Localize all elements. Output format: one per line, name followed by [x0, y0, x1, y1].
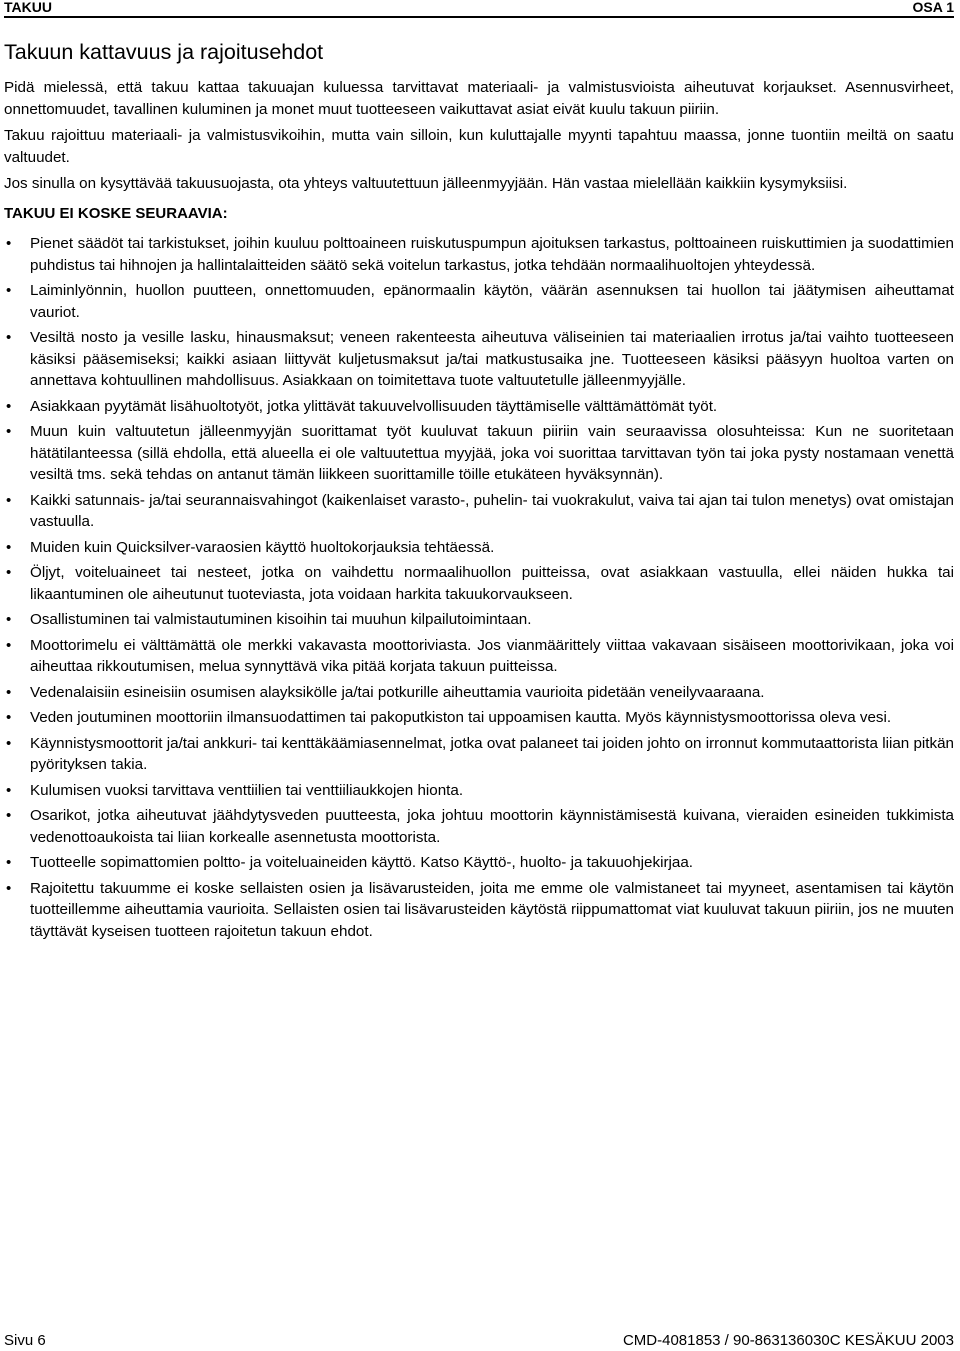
list-item — [4, 490, 954, 533]
page-footer — [4, 1332, 954, 1351]
list-item — [4, 733, 954, 776]
page-title: Takuun kattavuus ja rajoitusehdot — [4, 40, 324, 64]
list-item — [4, 805, 954, 848]
list-item — [4, 682, 954, 704]
list-item — [4, 635, 954, 678]
list-item — [4, 396, 954, 418]
list-item-text: Pienet säädöt tai tarkistukset, joihin kuuluu polttoaineen ruiskutuspumpun ajoituksen tarkastus, polttoaineen ruiskuttimien ja suodattimien puhdistus tai hihnojen ja hallintalaitteiden säätö sekä voitelun tarkastus, jotka tehdään normaalihuoltojen yhteydessä. — [30, 235, 954, 274]
list-item-text: Osarikot, jotka aiheutuvat jäähdytysveden puutteesta, joka johtuu moottorin käynnistämisestä kuivana, vieraiden esineiden tukkimista vedenottoaukoista tai liian korkealle asennetusta moottorista. — [30, 807, 954, 846]
bullet-icon: • — [6, 235, 12, 252]
list-item — [4, 852, 954, 874]
list-item-text: Muun kuin valtuutetun jälleenmyyjän suorittamat työt kuuluvat takuun piiriin vain seuraavissa olosuhteissa: Kun ne suoritetaan hätätilanteessa (sillä ehdolla, että alueella ei ole valtuutettua myyjää, joka voi suorittaa tarvittavan työn tai joka pysty nostamaan venettä vesiltä tms. sekä tehdas on antanut tämän liikkeen suorittamille töille etukäteen hyväksynnän). — [30, 423, 954, 483]
list-item-text: Muiden kuin Quicksilver-varaosien käyttö huoltokorjauksia tehtäessä. — [30, 538, 495, 556]
list-item-text: Vedenalaisiin esineisiin osumisen alayksikölle ja/tai potkurille aiheuttamia vaurioita pidetään veneilyvaaraana. — [30, 683, 765, 701]
page-header — [4, 0, 954, 18]
list-item — [4, 707, 954, 729]
bullet-icon: • — [6, 879, 12, 897]
header-section-label: TAKUU — [4, 0, 52, 15]
page-number: Sivu 6 — [4, 1332, 46, 1349]
bullet-icon: • — [6, 781, 12, 799]
list-item-text: Asiakkaan pyytämät lisähuoltotyöt, jotka ylittävät takuuvelvollisuuden täyttämiselle välttämättömät työt. — [30, 397, 718, 415]
bullet-icon: • — [6, 611, 12, 628]
list-item-text: Osallistuminen tai valmistautuminen kisoihin tai muuhun kilpailutoimintaan. — [30, 611, 532, 628]
bullet-icon: • — [6, 491, 12, 509]
list-item-text: Moottorimelu ei välttämättä ole merkki vakavasta moottoriviasta. Jos vianmäärittely viittaa vakavaan sisäiseen moottorivikaan, joka voi aiheuttaa rikkoutumisen, melua synnyttävä vika pitää korjata takuun puitteissa. — [30, 636, 954, 675]
scope-paragraph: Takuu rajoittuu materiaali- ja valmistusvikoihin, mutta vain silloin, kun kuluttajalle myynti tapahtuu maassa, jonne tuontiin meiltä on saatu valtuudet. — [4, 127, 954, 166]
list-item-text: Laiminlyönnin, huollon puutteen, onnettomuuden, epänormaalin käytön, väärän asennuksen tai huollon tai jäätymisen aiheuttamat vauriot. — [30, 282, 954, 321]
bullet-icon: • — [6, 636, 12, 654]
list-item — [4, 537, 954, 559]
bullet-icon: • — [6, 329, 12, 346]
list-item — [4, 780, 954, 802]
bullet-icon: • — [6, 709, 12, 726]
main-content — [4, 38, 954, 946]
bullet-icon: • — [6, 397, 12, 415]
bullet-icon: • — [6, 423, 12, 440]
list-item-text: Vesiltä nosto ja vesille lasku, hinausmaksut; veneen rakenteesta aiheutuva väliseinien tai materiaalien irrotus ja/tai vaihto tuotteeseen käsiksi pääsemiseksi; kaikki asiaan liittyvät kuljetusmaksut ja/tai matkustusaika jne. Tuotteeseen käsiksi pääsyyn huoltoa varten on annettava kohtuullinen mahdollisuus. Asiakkaan on toimitettava tuote valtuutetulle jälleenmyyjälle. — [30, 329, 954, 389]
intro-paragraph: Pidä mielessä, että takuu kattaa takuuajan kuluessa tarvittavat materiaali- ja valmistusvioista aiheutuvat korjaukset. Asennusvirheet, onnettomuudet, tavallinen kuluminen ja monet muut tuotteeseen vaikuttavat asiat eivät kuulu takuun piiriin. — [4, 79, 954, 118]
bullet-icon: • — [6, 734, 12, 752]
bullet-icon: • — [6, 854, 12, 871]
document-code: CMD-4081853 / 90-863136030C KESÄKUU 2003 — [622, 1332, 954, 1349]
exclusions-list — [4, 233, 954, 942]
contact-paragraph: Jos sinulla on kysyttävää takuusuojasta, ota yhteys valtuutettuun jälleenmyyjään. Hän vastaa mielellään kaikkiin kysymyksiisi. — [4, 175, 848, 192]
bullet-icon: • — [6, 282, 12, 299]
list-item-text: Kaikki satunnais- ja/tai seurannaisvahingot (kaikenlaiset varasto-, puhelin- tai vuokrakulut, vaiva tai ajan tai tulon menetys) ovat omistajan vastuulla. — [30, 491, 954, 530]
list-item — [4, 280, 954, 323]
list-item — [4, 562, 954, 605]
bullet-icon: • — [6, 683, 12, 701]
list-item-text: Veden joutuminen moottoriin ilmansuodattimen tai pakoputkiston tai uppoamisen kautta. Myös käynnistysmoottorissa oleva vesi. — [30, 709, 892, 726]
list-item — [4, 609, 954, 631]
exclusions-heading: TAKUU EI KOSKE SEURAAVIA: — [4, 204, 228, 222]
list-item-text: Kulumisen vuoksi tarvittava venttiilien tai venttiiliaukkojen hionta. — [30, 781, 464, 799]
list-item-text: Öljyt, voiteluaineet tai nesteet, jotka on vaihdettu normaalihuollon puitteissa, ovat asiakkaan vastuulla, ellei näiden hukka tai likaantuminen ole aiheutunut tuoteviasta, jota voidaan harkita takuukorvaukseen. — [30, 564, 954, 603]
list-item-text: Tuotteelle sopimattomien poltto- ja voiteluaineiden käyttö. Katso Käyttö-, huolto- ja takuuohjekirjaa. — [30, 854, 693, 871]
bullet-icon: • — [6, 538, 12, 556]
list-item — [4, 878, 954, 943]
list-item-text: Käynnistysmoottorit ja/tai ankkuri- tai kenttäkäämiasennelmat, jotka ovat palaneet tai joiden johto on irronnut kommutaattorista liian pitkän pyörityksen takia. — [30, 734, 954, 773]
list-item — [4, 327, 954, 392]
list-item-text: Rajoitettu takuumme ei koske sellaisten osien ja lisävarusteiden, joita me emme ole valmistaneet tai myyneet, asentamisen tai käytön tuotteillemme aiheuttamia vaurioita. Sellaisten osien tai lisävarusteiden käytöstä riippumattomat viat kuuluvat takuun piiriin, jos ne muuten täyttävät kyseisen tuotteen rajoitetun takuun ehdot. — [30, 879, 954, 940]
bullet-icon: • — [6, 564, 12, 581]
list-item — [4, 233, 954, 276]
header-part-label: OSA 1 — [912, 0, 954, 15]
list-item — [4, 421, 954, 486]
bullet-icon: • — [6, 807, 12, 824]
